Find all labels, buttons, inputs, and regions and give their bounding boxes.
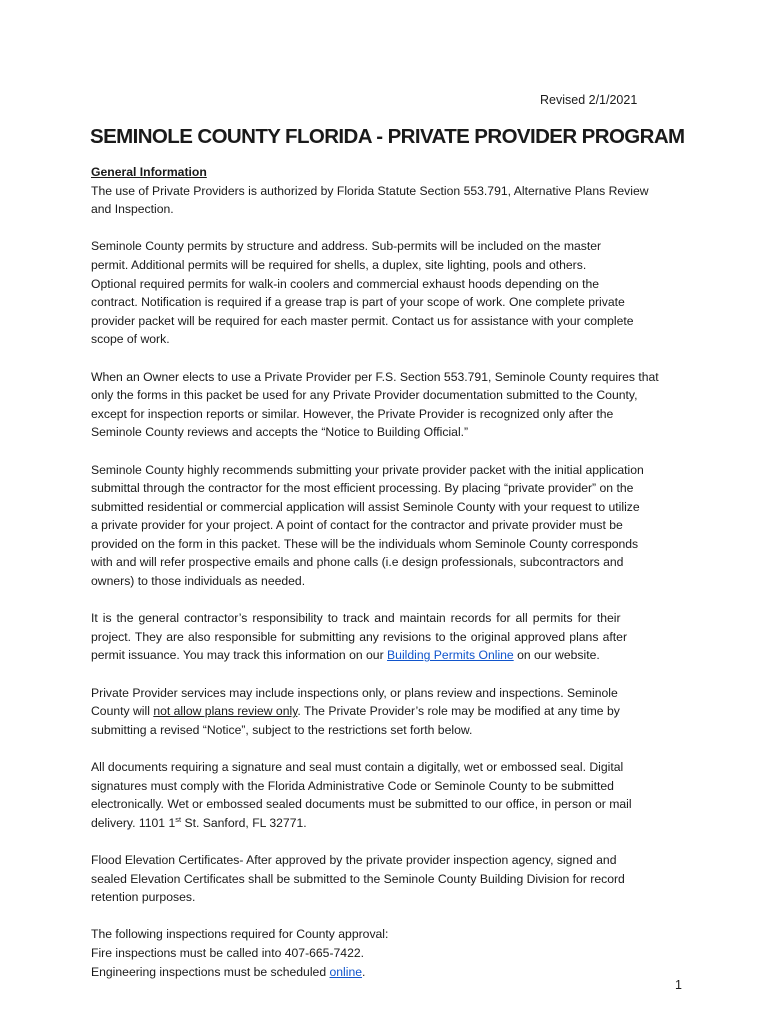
text-line: Fire inspections must be called into 407-665-7422. — [91, 945, 365, 960]
text-line: It is the general contractor’s responsibility to track and maintain records for all permits for their — [91, 611, 621, 626]
text-line: sealed Elevation Certificates shall be submitted to the Seminole County Building Division for record — [91, 871, 625, 886]
text-segment: . — [362, 964, 366, 979]
text-line: submittal through the contractor for the most efficient processing. By placing “private provider” on the — [91, 481, 634, 496]
text-segment: . The Private Provider’s role may be modified at any time by — [297, 704, 620, 719]
paragraph-statute — [91, 182, 691, 219]
superscript: st — [175, 814, 182, 824]
text-line: When an Owner elects to use a Private Provider per F.S. Section 553.791, Seminole County requires that — [91, 369, 659, 384]
underlined-text: not allow plans review only — [153, 704, 298, 719]
text-line: Optional required permits for walk-in coolers and commercial exhaust hoods depending on the — [91, 276, 600, 291]
text-line: provider packet will be required for each master permit. Contact us for assistance with your complete — [91, 313, 634, 328]
document-body — [91, 163, 691, 1000]
text-segment: on our website. — [513, 648, 600, 663]
text-line — [91, 963, 691, 982]
text-line: Seminole County reviews and accepts the “Notice to Building Official.” — [91, 425, 469, 440]
text-line: Seminole County highly recommends submitting your private provider packet with the initial application — [91, 462, 644, 477]
online-scheduling-link[interactable]: online — [329, 964, 363, 979]
section-heading-general-information: General Information — [91, 165, 207, 179]
text-segment: County will — [91, 704, 154, 719]
text-line: submitted residential or commercial application will assist Seminole County with your request to utilize — [91, 499, 640, 514]
text-segment: delivery. 1101 1 — [91, 815, 176, 830]
text-line: contract. Notification is required if a grease trap is part of your scope of work. One complete private — [91, 295, 625, 310]
paragraph-signatures — [91, 758, 691, 832]
text-segment: Engineering inspections must be scheduled — [91, 964, 330, 979]
text-line: Private Provider services may include inspections only, or plans review and inspections. Seminole — [91, 685, 618, 700]
paragraph-owner-election — [91, 368, 691, 442]
paragraph-recommendation — [91, 461, 691, 591]
text-line: The following inspections required for County approval: — [91, 927, 389, 942]
text-line: permit. Additional permits will be required for shells, a duplex, site lighting, pools and others. — [91, 257, 587, 272]
text-line: owners) to those individuals as needed. — [91, 574, 306, 589]
paragraph-inspections — [91, 925, 691, 981]
revision-date: Revised 2/1/2021 — [540, 93, 638, 107]
text-line: scope of work. — [91, 332, 170, 347]
text-line — [91, 702, 691, 721]
text-line: submitting a revised “Notice”, subject to the restrictions set forth below. — [91, 722, 473, 737]
paragraph-flood-certificates — [91, 851, 691, 907]
paragraph-services — [91, 684, 691, 740]
text-line — [91, 646, 691, 665]
text-line: provided on the form in this packet. These will be the individuals whom Seminole County corresponds — [91, 536, 639, 551]
text-line: signatures must comply with the Florida Administrative Code or Seminole County to be submitted — [91, 778, 614, 793]
page-number: 1 — [675, 978, 682, 992]
text-line: electronically. Wet or embossed sealed documents must be submitted to our office, in person or mail — [91, 797, 632, 812]
text-line: and Inspection. — [91, 202, 174, 217]
text-line: except for inspection reports or similar. However, the Private Provider is recognized only after the — [91, 406, 614, 421]
text-line: with and will refer prospective emails and phone calls (i.e design professionals, subcontractors and — [91, 555, 624, 570]
text-segment: permit issuance. You may track this information on our — [91, 648, 388, 663]
text-line: The use of Private Providers is authorized by Florida Statute Section 553.791, Alternative Plans Review — [91, 183, 649, 198]
paragraph-permits — [91, 237, 691, 349]
text-line: a private provider for your project. A point of contact for the contractor and private provider must be — [91, 518, 623, 533]
text-line: All documents requiring a signature and seal must contain a digitally, wet or embossed seal. Digital — [91, 760, 624, 774]
text-line: project. They are also responsible for submitting any revisions to the original approved plans after — [91, 629, 627, 644]
text-line — [91, 814, 691, 833]
paragraph-contractor-responsibility — [91, 609, 691, 665]
text-line: Flood Elevation Certificates- After approved by the private provider inspection agency, signed and — [91, 852, 617, 867]
text-line: Seminole County permits by structure and address. Sub-permits will be included on the master — [91, 239, 602, 254]
page-title: SEMINOLE COUNTY FLORIDA - PRIVATE PROVIDER PROGRAM — [90, 125, 685, 148]
text-line: only the forms in this packet be used for any Private Provider documentation submitted to the County, — [91, 388, 638, 403]
text-segment: St. Sanford, FL 32771. — [181, 815, 307, 830]
building-permits-online-link[interactable]: Building Permits Online — [387, 648, 514, 663]
text-line: retention purposes. — [91, 890, 196, 905]
